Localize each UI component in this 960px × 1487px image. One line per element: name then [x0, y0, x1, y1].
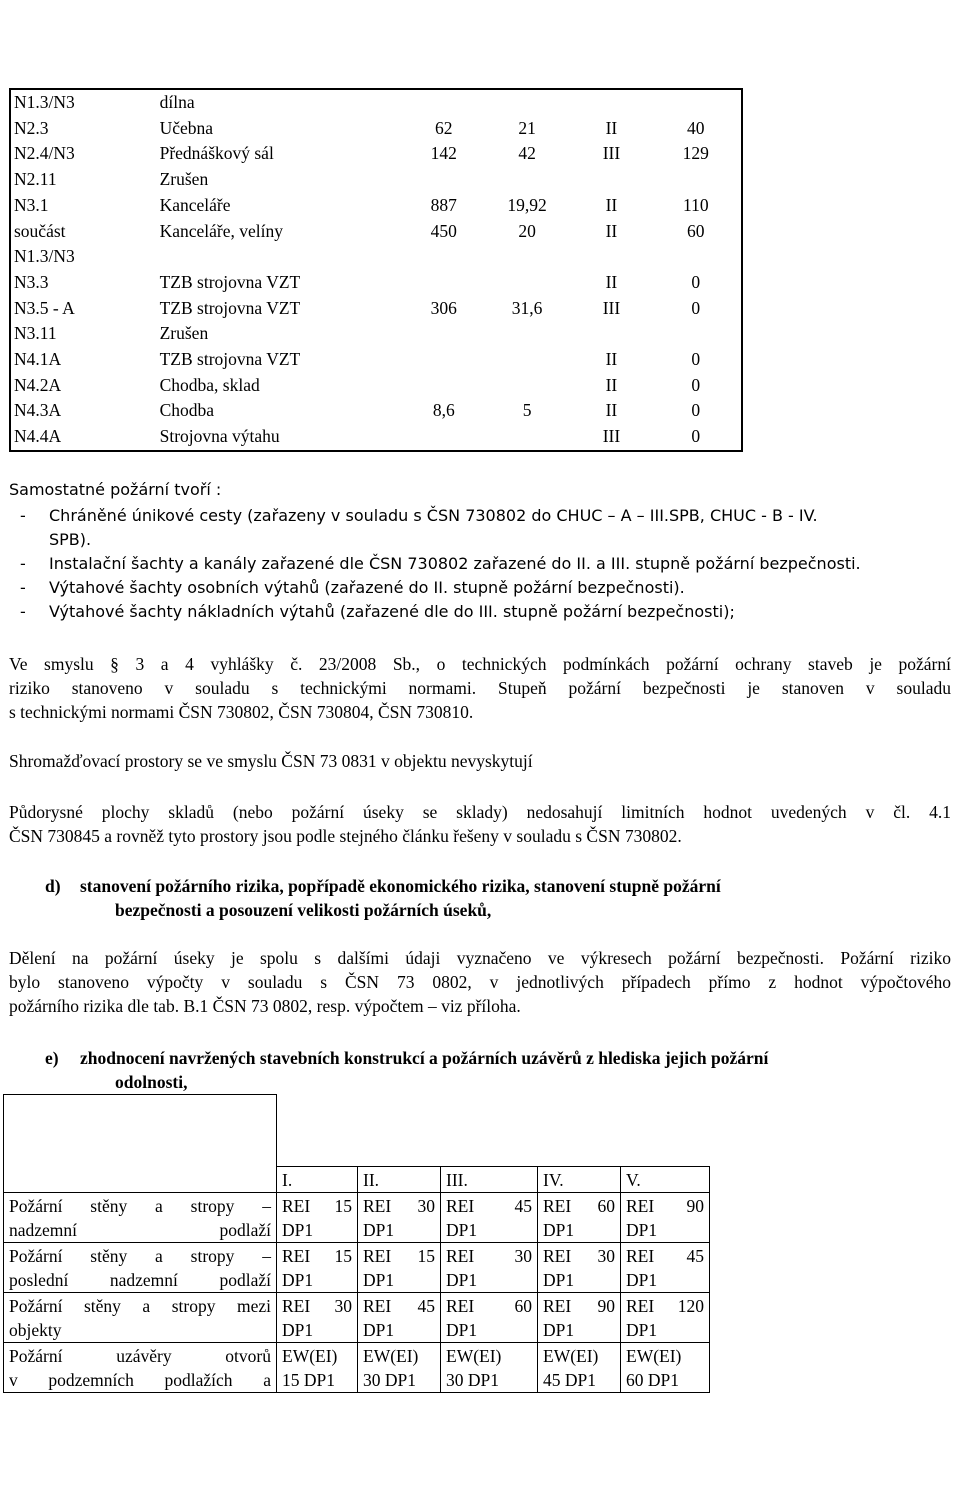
- room-persons: 0: [691, 400, 701, 421]
- room-area: 306: [430, 297, 457, 318]
- col-header: I.: [277, 1166, 358, 1192]
- resistance-cell: [538, 1192, 621, 1242]
- row-label-line1: [9, 1294, 271, 1318]
- table-row: [10, 296, 742, 322]
- paragraph-line: riziko stanoveno v souladu s technickými normami. Stupeň požární bezpečnosti je stanoven v souladu: [9, 678, 951, 698]
- row-label-line2: [9, 1268, 271, 1292]
- room-persons: 110: [682, 194, 709, 215]
- label-word: poslední: [9, 1269, 69, 1290]
- paragraph-line: s technickými normami ČSN 730802, ČSN 730804, ČSN 730810.: [9, 702, 474, 722]
- room-name: Chodba, sklad: [159, 374, 260, 395]
- col-header: II.: [358, 1166, 441, 1192]
- zone-item-text: Výtahové šachty nákladních výtahů (zařazené dle do III. stupně požární bezpečnosti);: [49, 602, 735, 621]
- room-persons: 129: [682, 143, 709, 164]
- resistance-cell: [441, 1192, 538, 1242]
- table-row: [4, 1292, 710, 1342]
- zone-item: [9, 576, 951, 600]
- list-dash: -: [20, 602, 26, 621]
- table-row: [10, 373, 742, 399]
- resistance-cell: [441, 1342, 538, 1392]
- label-word: stropy: [190, 1195, 235, 1216]
- resistance-type: EW(EI): [363, 1345, 419, 1366]
- resistance-minutes: 45: [417, 1295, 435, 1316]
- room-spb: [572, 167, 647, 193]
- room-load: [479, 167, 572, 193]
- table-row: [10, 219, 742, 245]
- fire-resistance-table: [3, 1094, 710, 1393]
- zone-item: [9, 600, 951, 624]
- room-persons: 0: [691, 374, 701, 395]
- room-code: N2.3: [14, 117, 49, 138]
- table-header-row: [4, 1095, 710, 1167]
- paragraph-line: Půdorysné plochy skladů (nebo požární úseky se sklady) nedosahují limitních hodnot uvedených v čl. 4.1: [9, 802, 951, 822]
- room-area: 887: [430, 194, 457, 215]
- zone-item-text: Výtahové šachty osobních výtahů (zařazené do II. stupně požární bezpečnosti).: [49, 578, 685, 597]
- room-spb: III: [602, 297, 621, 318]
- table-row: [10, 321, 742, 347]
- room-load: 31,6: [511, 297, 543, 318]
- row-label-line2: objekty: [9, 1319, 62, 1340]
- zone-item-continuation: SPB).: [49, 530, 92, 549]
- resistance-type: REI: [626, 1295, 655, 1316]
- label-word: podlažích: [164, 1369, 233, 1390]
- room-load: [479, 321, 572, 347]
- resistance-minutes: 15: [334, 1195, 352, 1216]
- room-area: 62: [435, 117, 453, 138]
- label-word: a: [263, 1369, 271, 1390]
- resistance-type: EW(EI): [626, 1345, 682, 1366]
- resistance-minutes: 30: [417, 1195, 435, 1216]
- resistance-minutes: 30: [334, 1295, 352, 1316]
- resistance-suffix: DP1: [363, 1269, 395, 1290]
- paragraph-line: Ve smyslu § 3 a 4 vyhlášky č. 23/2008 Sb., o technických podmínkách požární ochrany staveb je požární: [9, 654, 951, 674]
- resistance-class: [363, 1194, 435, 1218]
- label-word: stropy: [171, 1295, 216, 1316]
- row-label-line2: [9, 1218, 271, 1242]
- room-area: [406, 373, 479, 399]
- resistance-type: REI: [626, 1245, 655, 1266]
- row-label: [4, 1192, 277, 1242]
- room-spb: [572, 244, 647, 270]
- resistance-class: [446, 1294, 532, 1318]
- heading-text: odolnosti,: [115, 1072, 188, 1092]
- paragraph-line: Shromažďovací prostory se ve smyslu ČSN 73 0831 v objektu nevyskytují: [9, 751, 533, 771]
- resistance-type: REI: [282, 1295, 311, 1316]
- resistance-suffix: 30 DP1: [363, 1369, 416, 1390]
- room-area: 142: [430, 143, 457, 164]
- resistance-class: [626, 1294, 704, 1318]
- label-word: stropy: [190, 1245, 235, 1266]
- room-code: N1.3/N3: [14, 92, 75, 112]
- resistance-cell: [621, 1292, 710, 1342]
- section-heading-d: [45, 874, 721, 922]
- room-load: [479, 270, 572, 296]
- room-code: N2.11: [14, 169, 57, 190]
- resistance-minutes: 30: [597, 1245, 615, 1266]
- paragraph-assembly: [9, 749, 951, 773]
- room-spb: II: [605, 271, 618, 292]
- label-word: otvorů: [225, 1345, 271, 1366]
- label-word: a: [155, 1245, 163, 1266]
- room-code: N2.4/N3: [14, 143, 75, 164]
- resistance-type: REI: [282, 1195, 311, 1216]
- resistance-class: [282, 1344, 352, 1368]
- label-word: stěny: [83, 1295, 121, 1316]
- row-label: [4, 1242, 277, 1292]
- resistance-cell: [441, 1242, 538, 1292]
- separate-zones: [9, 478, 951, 624]
- resistance-minutes: 45: [686, 1245, 704, 1266]
- row-label: [4, 1342, 277, 1392]
- label-word: stěny: [90, 1245, 128, 1266]
- table-row: [10, 141, 742, 167]
- room-persons: [648, 89, 742, 116]
- resistance-cell: [621, 1242, 710, 1292]
- table-header-row: [4, 1166, 710, 1192]
- label-word: nadzemní: [9, 1219, 78, 1240]
- room-area: [406, 424, 479, 451]
- resistance-suffix: DP1: [543, 1269, 575, 1290]
- table-row: [4, 1242, 710, 1292]
- resistance-class: [446, 1244, 532, 1268]
- label-word: a: [142, 1295, 151, 1316]
- room-persons: [648, 321, 742, 347]
- room-name: dílna: [159, 92, 195, 112]
- room-persons: 0: [691, 297, 701, 318]
- table-row: [10, 398, 742, 424]
- resistance-class: [282, 1244, 352, 1268]
- room-area: [406, 270, 479, 296]
- room-spb: II: [605, 349, 618, 370]
- resistance-minutes: 15: [417, 1245, 435, 1266]
- resistance-type: REI: [363, 1295, 392, 1316]
- resistance-type: REI: [543, 1245, 572, 1266]
- resistance-class: [363, 1344, 435, 1368]
- resistance-type: REI: [363, 1245, 392, 1266]
- list-dash: -: [20, 506, 26, 525]
- room-persons: 0: [691, 271, 701, 292]
- resistance-cell: [277, 1192, 358, 1242]
- resistance-type: REI: [543, 1195, 572, 1216]
- resistance-minutes: 15: [334, 1245, 352, 1266]
- heading-text: bezpečnosti a posouzení velikosti požárních úseků,: [115, 900, 492, 920]
- room-name: Přednáškový sál: [159, 143, 274, 164]
- label-word: Požární: [9, 1245, 63, 1266]
- paragraph-line: ČSN 730845 a rovněž tyto prostory jsou podle stejného článku řešeny v souladu s ČSN 730802.: [9, 826, 682, 846]
- resistance-type: REI: [446, 1195, 475, 1216]
- label-word: mezi: [236, 1295, 271, 1316]
- resistance-class: [543, 1294, 615, 1318]
- resistance-suffix: DP1: [446, 1319, 478, 1340]
- room-load: [479, 244, 572, 270]
- room-area: [406, 167, 479, 193]
- resistance-type: REI: [363, 1195, 392, 1216]
- resistance-suffix: DP1: [446, 1269, 478, 1290]
- room-name: Strojovna výtahu: [159, 426, 280, 447]
- heading-text: stanovení požárního rizika, popřípadě ekonomického rizika, stanovení stupně požární: [80, 876, 721, 896]
- row-label-line1: [9, 1244, 271, 1268]
- room-code: N3.1: [14, 194, 49, 215]
- room-spb: II: [605, 220, 618, 241]
- resistance-type: EW(EI): [446, 1345, 502, 1366]
- room-code: N4.4A: [14, 426, 62, 447]
- room-name: Chodba: [159, 400, 215, 421]
- list-dash: -: [20, 554, 26, 573]
- empty-header-cell: [4, 1095, 277, 1167]
- resistance-cell: [277, 1342, 358, 1392]
- resistance-class: [363, 1294, 435, 1318]
- resistance-cell: [621, 1342, 710, 1392]
- resistance-minutes: 90: [686, 1195, 704, 1216]
- room-code: N3.5 - A: [14, 297, 75, 318]
- resistance-suffix: 45 DP1: [543, 1369, 596, 1390]
- section-heading-e: [45, 1046, 768, 1094]
- room-load: 21: [518, 117, 536, 138]
- room-code: N4.3A: [14, 400, 62, 421]
- resistance-class: [282, 1294, 352, 1318]
- room-code: N3.11: [14, 323, 57, 344]
- room-code: součást: [14, 220, 66, 241]
- resistance-class: [446, 1344, 532, 1368]
- room-spb: III: [602, 143, 621, 164]
- resistance-minutes: 30: [514, 1245, 532, 1266]
- paragraph-line: bylo stanoveno výpočty v souladu s ČSN 73 0802, v jednotlivých případech přímo z hodnot výpočtového: [9, 972, 951, 992]
- room-spb: [572, 321, 647, 347]
- list-dash: -: [20, 578, 26, 597]
- resistance-cell: [538, 1342, 621, 1392]
- table-row: [10, 347, 742, 373]
- paragraph-line: Dělení na požární úseky je spolu s dalšími údaji vyznačeno ve výkresech požární bezpečnosti. Požární riziko: [9, 948, 951, 968]
- resistance-cell: [358, 1192, 441, 1242]
- room-persons: 40: [687, 117, 705, 138]
- resistance-cell: [441, 1292, 538, 1342]
- room-name: Učebna: [159, 117, 214, 138]
- room-load: 5: [522, 400, 532, 421]
- label-word: Požární: [9, 1345, 63, 1366]
- col-header: IV.: [538, 1166, 621, 1192]
- resistance-suffix: 30 DP1: [446, 1369, 499, 1390]
- room-code: N4.2A: [14, 374, 62, 395]
- col-header: V.: [621, 1166, 710, 1192]
- table-row: [10, 193, 742, 219]
- room-area: [406, 347, 479, 373]
- label-word: uzávěry: [116, 1345, 172, 1366]
- label-word: podzemních: [48, 1369, 134, 1390]
- resistance-class: [543, 1194, 615, 1218]
- room-name: [157, 244, 406, 270]
- table-row: [10, 116, 742, 142]
- resistance-class: [626, 1194, 704, 1218]
- resistance-suffix: DP1: [543, 1319, 575, 1340]
- zone-item: [9, 552, 951, 576]
- room-load: [479, 424, 572, 451]
- room-load: [479, 89, 572, 116]
- room-name: Kanceláře: [159, 194, 231, 215]
- resistance-minutes: 60: [514, 1295, 532, 1316]
- resistance-class: [543, 1244, 615, 1268]
- resistance-type: REI: [446, 1295, 475, 1316]
- room-code: N3.3: [14, 271, 49, 292]
- resistance-suffix: DP1: [626, 1269, 658, 1290]
- resistance-class: [282, 1194, 352, 1218]
- resistance-class: [626, 1244, 704, 1268]
- room-name: TZB strojovna VZT: [159, 297, 301, 318]
- col-header: III.: [441, 1166, 538, 1192]
- table-row: [10, 89, 742, 116]
- room-name: Kanceláře, velíny: [159, 220, 283, 241]
- room-persons: 0: [691, 349, 701, 370]
- room-name: Zrušen: [159, 169, 209, 190]
- table-row: [10, 270, 742, 296]
- resistance-suffix: DP1: [363, 1319, 395, 1340]
- label-word: –: [262, 1245, 271, 1266]
- resistance-suffix: DP1: [282, 1269, 314, 1290]
- resistance-type: REI: [543, 1295, 572, 1316]
- table-row: [10, 167, 742, 193]
- room-spb: II: [605, 400, 618, 421]
- table-row: [10, 424, 742, 451]
- empty-header-cell: [4, 1166, 277, 1192]
- resistance-minutes: 60: [597, 1195, 615, 1216]
- resistance-type: REI: [282, 1245, 311, 1266]
- resistance-type: EW(EI): [282, 1345, 338, 1366]
- zones-intro: Samostatné požární tvoří :: [9, 480, 222, 499]
- resistance-suffix: DP1: [626, 1219, 658, 1240]
- room-name: TZB strojovna VZT: [159, 271, 301, 292]
- heading-letter: d): [45, 876, 61, 896]
- table-row: [4, 1192, 710, 1242]
- room-area: 450: [430, 220, 457, 241]
- room-persons: [648, 244, 742, 270]
- resistance-cell: [538, 1242, 621, 1292]
- resistance-cell: [277, 1292, 358, 1342]
- room-area: [406, 89, 479, 116]
- room-spb: II: [605, 374, 618, 395]
- resistance-class: [446, 1194, 532, 1218]
- resistance-minutes: 90: [597, 1295, 615, 1316]
- label-word: podlaží: [219, 1219, 271, 1240]
- label-word: Požární: [9, 1195, 63, 1216]
- room-spb: [572, 89, 647, 116]
- heading-letter: e): [45, 1048, 59, 1068]
- row-label-line1: [9, 1344, 271, 1368]
- room-load: [479, 347, 572, 373]
- label-word: stěny: [90, 1195, 128, 1216]
- room-spb: II: [605, 117, 618, 138]
- resistance-minutes: 120: [677, 1295, 704, 1316]
- room-spb: II: [605, 194, 618, 215]
- table-row: [4, 1342, 710, 1392]
- row-label-line2: [9, 1368, 271, 1392]
- label-word: –: [262, 1195, 271, 1216]
- resistance-cell: [358, 1242, 441, 1292]
- resistance-suffix: DP1: [446, 1219, 478, 1240]
- room-load: 19,92: [507, 194, 547, 215]
- room-table: [9, 88, 743, 452]
- resistance-cell: [358, 1342, 441, 1392]
- label-word: nadzemní: [109, 1269, 178, 1290]
- table-row: [10, 244, 742, 270]
- room-load: 20: [518, 220, 536, 241]
- paragraph-storage: [9, 800, 951, 848]
- resistance-suffix: 60 DP1: [626, 1369, 679, 1390]
- label-word: Požární: [9, 1295, 63, 1316]
- resistance-type: REI: [446, 1245, 475, 1266]
- header-spacer: [277, 1095, 710, 1167]
- room-name: TZB strojovna VZT: [159, 349, 301, 370]
- room-load: 42: [518, 143, 536, 164]
- room-area: 8,6: [432, 400, 455, 421]
- heading-text: zhodnocení navržených stavebních konstrukcí a požárních uzávěrů z hlediska jejich požární: [80, 1048, 769, 1068]
- zone-item: [9, 504, 951, 528]
- resistance-class: [363, 1244, 435, 1268]
- room-name: Zrušen: [159, 323, 209, 344]
- room-persons: 60: [687, 220, 705, 241]
- resistance-cell: [277, 1242, 358, 1292]
- resistance-class: [626, 1344, 704, 1368]
- resistance-suffix: DP1: [363, 1219, 395, 1240]
- resistance-suffix: 15 DP1: [282, 1369, 335, 1390]
- paragraph-risk: [9, 652, 951, 724]
- resistance-cell: [621, 1192, 710, 1242]
- resistance-minutes: 45: [514, 1195, 532, 1216]
- room-area: [406, 244, 479, 270]
- resistance-suffix: DP1: [626, 1319, 658, 1340]
- row-label-line1: [9, 1194, 271, 1218]
- resistance-suffix: DP1: [282, 1219, 314, 1240]
- resistance-type: EW(EI): [543, 1345, 599, 1366]
- label-word: v: [9, 1369, 18, 1390]
- room-spb: III: [602, 426, 621, 447]
- resistance-type: REI: [626, 1195, 655, 1216]
- resistance-suffix: DP1: [282, 1319, 314, 1340]
- room-code: N1.3/N3: [14, 246, 75, 267]
- paragraph-division: [9, 946, 951, 1018]
- label-word: podlaží: [219, 1269, 271, 1290]
- resistance-cell: [358, 1292, 441, 1342]
- label-word: a: [155, 1195, 163, 1216]
- resistance-suffix: DP1: [543, 1219, 575, 1240]
- room-area: [406, 321, 479, 347]
- zone-item-text: Chráněné únikové cesty (zařazeny v souladu s ČSN 730802 do CHUC – A – III.SPB, CHUC - B - IV.: [49, 506, 818, 525]
- room-load: [479, 373, 572, 399]
- zone-item-text: Instalační šachty a kanály zařazené dle ČSN 730802 zařazené do II. a III. stupně požární bezpečnosti.: [49, 554, 861, 573]
- room-code: N4.1A: [14, 349, 62, 370]
- resistance-class: [543, 1344, 615, 1368]
- resistance-cell: [538, 1292, 621, 1342]
- paragraph-line: požárního rizika dle tab. B.1 ČSN 73 0802, resp. výpočtem – viz příloha.: [9, 996, 521, 1016]
- room-persons: [648, 167, 742, 193]
- room-persons: 0: [691, 426, 701, 447]
- row-label: [4, 1292, 277, 1342]
